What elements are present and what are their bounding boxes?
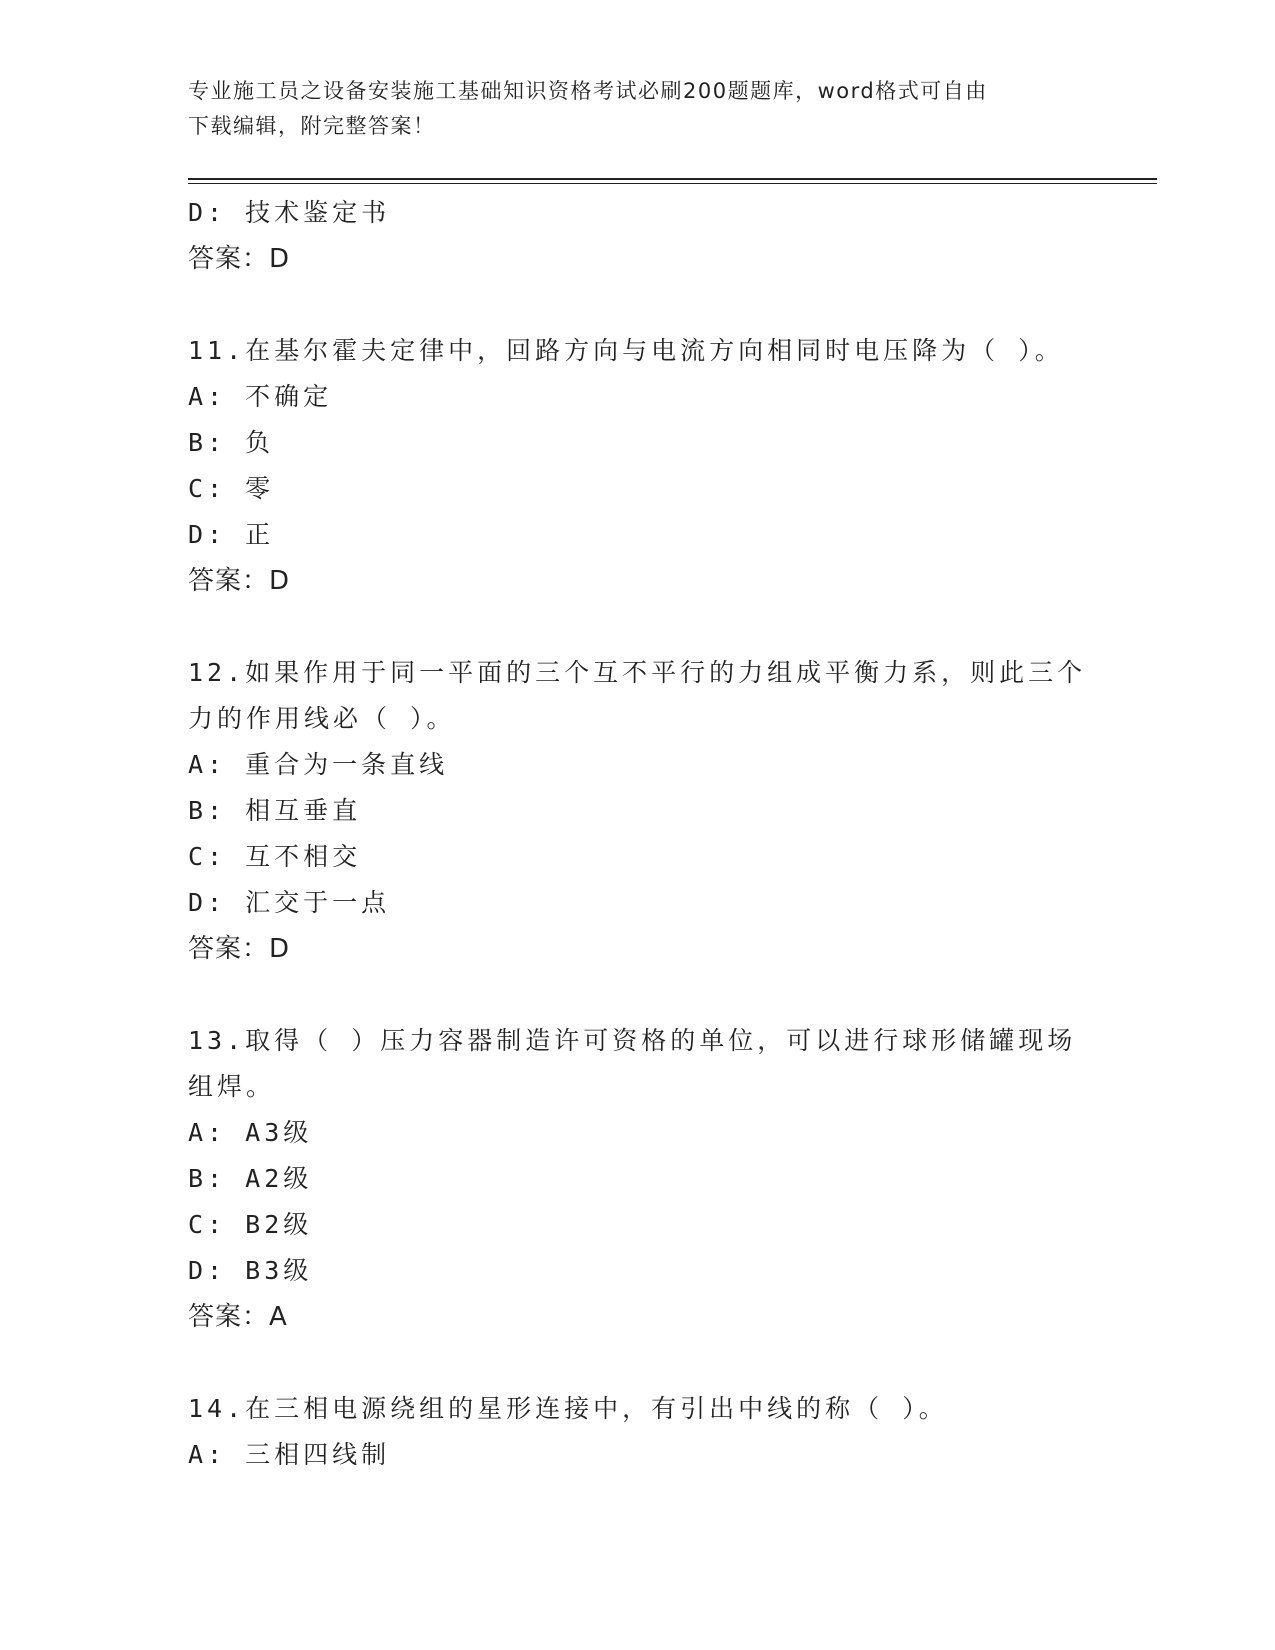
option-a: A: A3级 [188,1118,313,1147]
answer-line: 答案：D [188,244,291,274]
option-d: D: 汇交于一点 [188,888,391,917]
option-d: D: 正 [188,520,275,549]
header-rule-thick [188,178,1157,180]
answer-line: 答案：A [188,1302,288,1332]
question-text: 12.如果作用于同一平面的三个互不平行的力组成平衡力系，则此三个 [188,658,1087,687]
header-line-1: 专业施工员之设备安装施工基础知识资格考试必刷200题题库，word格式可自由 [188,79,988,103]
question-text: 14.在三相电源绕组的星形连接中，有引出中线的称（ ）。 [188,1394,948,1423]
question-text-continued: 力的作用线必（ ）。 [188,704,456,733]
option-a: A: 重合为一条直线 [188,750,449,779]
spacer [188,282,1088,328]
answer-line: 答案：D [188,566,291,596]
option-c: C: B2级 [188,1210,313,1239]
option-d: D: 技术鉴定书 [188,198,391,227]
option-d: D: B3级 [188,1256,313,1285]
spacer [188,972,1088,1018]
option-c: C: 互不相交 [188,842,362,871]
question-text-continued: 组焊。 [188,1072,276,1101]
question-12 [188,650,1088,972]
option-a: A: 不确定 [188,382,333,411]
question-list [188,190,1088,1478]
header-rule-thin [188,183,1157,184]
question-text: 11.在基尔霍夫定律中，回路方向与电流方向相同时电压降为（ ）。 [188,336,1064,365]
answer-line: 答案：D [188,934,291,964]
option-b: B: 负 [188,428,275,457]
option-b: B: 相互垂直 [188,796,362,825]
question-13 [188,1018,1088,1340]
header-line-2: 下载编辑，附完整答案！ [188,114,436,138]
question-11 [188,328,1088,604]
spacer [188,604,1088,650]
option-a: A: 三相四线制 [188,1440,391,1469]
option-c: C: 零 [188,474,275,503]
question-14 [188,1386,1088,1478]
spacer [188,1340,1088,1386]
question-text: 13.取得（ ）压力容器制造许可资格的单位，可以进行球形储罐现场 [188,1026,1077,1055]
option-b: B: A2级 [188,1164,313,1193]
document-header [188,74,1068,144]
